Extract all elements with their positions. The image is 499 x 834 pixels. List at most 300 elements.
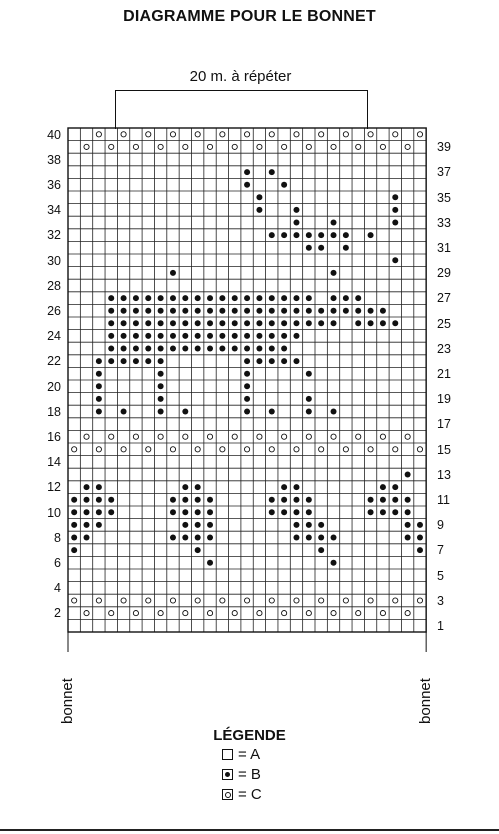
stitch-dot (380, 509, 386, 515)
stitch-dot (318, 232, 324, 238)
stitch-ring (294, 132, 299, 137)
stitch-dot (158, 320, 164, 326)
stitch-dot (121, 346, 127, 352)
row-number-left: 26 (47, 303, 61, 318)
stitch-dot (71, 509, 77, 515)
stitch-dot (84, 484, 90, 490)
stitch-ring (343, 598, 348, 603)
stitch-ring (380, 611, 385, 616)
stitch-dot (121, 358, 127, 364)
row-number-right: 3 (437, 593, 444, 608)
stitch-ring (393, 447, 398, 452)
stitch-dot (219, 308, 225, 314)
stitch-dot (219, 346, 225, 352)
stitch-dot (182, 295, 188, 301)
stitch-dot (293, 320, 299, 326)
stitch-dot (121, 409, 127, 415)
stitch-dot (108, 308, 114, 314)
stitch-dot (244, 383, 250, 389)
stitch-dot (269, 308, 275, 314)
stitch-dot (108, 320, 114, 326)
row-number-right: 37 (437, 165, 451, 180)
stitch-dot (195, 547, 201, 553)
stitch-dot (281, 232, 287, 238)
stitch-dot (293, 522, 299, 528)
stitch-dot (219, 320, 225, 326)
stitch-dot (269, 333, 275, 339)
row-number-right: 29 (437, 266, 451, 281)
stitch-dot (392, 484, 398, 490)
stitch-dot (269, 346, 275, 352)
row-number-left: 16 (47, 429, 61, 444)
stitch-dot (244, 320, 250, 326)
stitch-dot (368, 232, 374, 238)
stitch-dot (133, 358, 139, 364)
stitch-ring (121, 447, 126, 452)
stitch-dot (281, 295, 287, 301)
stitch-dot (269, 358, 275, 364)
page-bottom-rule (0, 829, 499, 831)
stitch-ring (417, 132, 422, 137)
stitch-dot (158, 308, 164, 314)
stitch-dot (331, 232, 337, 238)
stitch-dot (244, 308, 250, 314)
stitch-dot (293, 358, 299, 364)
stitch-dot (256, 358, 262, 364)
stitch-ring (257, 144, 262, 149)
stitch-dot (256, 194, 262, 200)
stitch-dot (145, 320, 151, 326)
stitch-ring (158, 434, 163, 439)
stitch-dot (182, 333, 188, 339)
stitch-dot (133, 333, 139, 339)
stitch-dot (207, 522, 213, 528)
stitch-ring (146, 447, 151, 452)
stitch-dot (306, 396, 312, 402)
stitch-dot (269, 232, 275, 238)
stitch-dot (405, 497, 411, 503)
legend-swatch-empty (222, 749, 233, 760)
stitch-ring (121, 598, 126, 603)
stitch-ring (146, 132, 151, 137)
stitch-ring (133, 434, 138, 439)
stitch-dot (96, 371, 102, 377)
stitch-dot (293, 232, 299, 238)
stitch-ring (72, 598, 77, 603)
stitch-dot (207, 535, 213, 541)
row-number-right: 7 (437, 543, 444, 558)
stitch-dot (281, 320, 287, 326)
stitch-dot (182, 497, 188, 503)
stitch-dot (417, 547, 423, 553)
stitch-dot (269, 497, 275, 503)
stitch-dot (96, 409, 102, 415)
stitch-dot (392, 194, 398, 200)
stitch-dot (96, 497, 102, 503)
row-number-right: 13 (437, 467, 451, 482)
stitch-dot (293, 509, 299, 515)
stitch-ring (368, 132, 373, 137)
stitch-dot (368, 509, 374, 515)
stitch-ring (319, 132, 324, 137)
stitch-ring (158, 144, 163, 149)
stitch-ring (146, 598, 151, 603)
stitch-ring (417, 598, 422, 603)
stitch-dot (195, 522, 201, 528)
stitch-dot (318, 547, 324, 553)
stitch-dot (306, 522, 312, 528)
stitch-ring (306, 144, 311, 149)
stitch-dot (108, 509, 114, 515)
stitch-dot (269, 320, 275, 326)
stitch-dot (84, 509, 90, 515)
stitch-dot (84, 535, 90, 541)
stitch-dot (219, 295, 225, 301)
row-number-left: 30 (47, 253, 61, 268)
stitch-dot (195, 320, 201, 326)
row-number-right: 23 (437, 341, 451, 356)
row-number-left: 36 (47, 177, 61, 192)
stitch-dot (182, 346, 188, 352)
stitch-ring (232, 434, 237, 439)
stitch-dot (158, 371, 164, 377)
stitch-ring (343, 447, 348, 452)
stitch-dot (256, 346, 262, 352)
stitch-dot (96, 509, 102, 515)
stitch-dot (195, 484, 201, 490)
stitch-dot (170, 320, 176, 326)
stitch-dot (244, 182, 250, 188)
stitch-dot (256, 333, 262, 339)
stitch-ring (133, 611, 138, 616)
stitch-dot (170, 295, 176, 301)
stitch-dot (392, 207, 398, 213)
stitch-dot (392, 320, 398, 326)
stitch-ring (232, 611, 237, 616)
row-number-right: 35 (437, 190, 451, 205)
stitch-dot (170, 497, 176, 503)
stitch-dot (392, 509, 398, 515)
stitch-ring (232, 144, 237, 149)
row-number-left: 40 (47, 127, 61, 142)
stitch-dot (207, 308, 213, 314)
stitch-dot (145, 295, 151, 301)
stitch-dot (207, 295, 213, 301)
stitch-ring (405, 434, 410, 439)
stitch-ring (257, 434, 262, 439)
stitch-dot (133, 308, 139, 314)
row-number-right: 5 (437, 568, 444, 583)
stitch-ring (195, 447, 200, 452)
stitch-dot (331, 560, 337, 566)
stitch-dot (244, 371, 250, 377)
stitch-dot (392, 220, 398, 226)
stitch-dot (306, 295, 312, 301)
legend-text: = B (238, 766, 261, 783)
stitch-dot (281, 182, 287, 188)
stitch-ring (257, 611, 262, 616)
stitch-dot (343, 232, 349, 238)
stitch-dot (158, 358, 164, 364)
stitch-dot (108, 358, 114, 364)
stitch-dot (343, 295, 349, 301)
stitch-dot (133, 320, 139, 326)
stitch-ring (331, 611, 336, 616)
stitch-dot (108, 333, 114, 339)
stitch-dot (170, 346, 176, 352)
stitch-ring (195, 598, 200, 603)
stitch-ring (405, 144, 410, 149)
stitch-dot (121, 333, 127, 339)
row-number-left: 28 (47, 278, 61, 293)
stitch-dot (281, 346, 287, 352)
stitch-dot (318, 245, 324, 251)
stitch-ring (368, 598, 373, 603)
stitch-dot (293, 308, 299, 314)
stitch-ring (133, 144, 138, 149)
stitch-dot (355, 295, 361, 301)
diagram-title: DIAGRAMME POUR LE BONNET (123, 8, 376, 25)
stitch-ring (319, 598, 324, 603)
stitch-ring (183, 611, 188, 616)
stitch-dot (195, 295, 201, 301)
stitch-dot (219, 333, 225, 339)
stitch-dot (158, 346, 164, 352)
stitch-ring (207, 434, 212, 439)
stitch-ring (220, 598, 225, 603)
stitch-dot (318, 308, 324, 314)
stitch-ring (282, 434, 287, 439)
row-number-right: 15 (437, 442, 451, 457)
stitch-dot (256, 295, 262, 301)
stitch-dot (158, 295, 164, 301)
stitch-dot (256, 320, 262, 326)
stitch-ring (84, 434, 89, 439)
stitch-ring (269, 598, 274, 603)
stitch-dot (232, 308, 238, 314)
side-label-right: bonnet (417, 678, 435, 724)
stitch-ring (356, 611, 361, 616)
stitch-dot (380, 308, 386, 314)
stitch-dot (145, 358, 151, 364)
stitch-dot (195, 333, 201, 339)
stitch-dot (331, 220, 337, 226)
stitch-dot (318, 522, 324, 528)
row-number-right: 17 (437, 417, 451, 432)
stitch-dot (182, 409, 188, 415)
stitch-dot (331, 535, 337, 541)
stitch-dot (96, 484, 102, 490)
stitch-ring (170, 447, 175, 452)
stitch-dot (145, 308, 151, 314)
legend-text: = C (238, 786, 262, 803)
stitch-ring (331, 434, 336, 439)
stitch-ring (195, 132, 200, 137)
stitch-dot (306, 320, 312, 326)
row-number-left: 34 (47, 203, 61, 218)
stitch-ring (109, 611, 114, 616)
stitch-ring (121, 132, 126, 137)
stitch-dot (331, 320, 337, 326)
stitch-dot (256, 308, 262, 314)
stitch-dot (121, 308, 127, 314)
stitch-dot (182, 522, 188, 528)
stitch-ring (405, 611, 410, 616)
stitch-dot (145, 333, 151, 339)
stitch-dot (380, 497, 386, 503)
stitch-dot (269, 409, 275, 415)
stitch-dot (207, 509, 213, 515)
stitch-dot (232, 320, 238, 326)
stitch-dot (84, 522, 90, 528)
stitch-ring (393, 132, 398, 137)
side-label-left: bonnet (59, 678, 76, 724)
stitch-dot (355, 308, 361, 314)
stitch-dot (281, 333, 287, 339)
stitch-dot (306, 409, 312, 415)
row-number-right: 25 (437, 316, 451, 331)
stitch-dot (207, 560, 213, 566)
stitch-dot (368, 320, 374, 326)
stitch-ring (244, 132, 249, 137)
stitch-dot (368, 497, 374, 503)
stitch-ring (109, 434, 114, 439)
stitch-dot (232, 333, 238, 339)
legend-text: = A (238, 746, 261, 763)
stitch-ring (84, 611, 89, 616)
stitch-dot (405, 472, 411, 478)
row-number-left: 14 (47, 455, 61, 470)
stitch-dot (195, 346, 201, 352)
row-number-left: 8 (54, 530, 61, 545)
stitch-dot (207, 346, 213, 352)
stitch-dot (195, 308, 201, 314)
stitch-dot (182, 535, 188, 541)
stitch-dot (281, 509, 287, 515)
legend-swatch-dot (222, 769, 233, 780)
stitch-ring (319, 447, 324, 452)
stitch-dot (84, 497, 90, 503)
stitch-dot (232, 295, 238, 301)
stitch-dot (256, 207, 262, 213)
stitch-ring (109, 144, 114, 149)
stitch-dot (170, 270, 176, 276)
stitch-ring (331, 144, 336, 149)
stitch-dot (405, 522, 411, 528)
stitch-ring (294, 447, 299, 452)
stitch-dot (182, 484, 188, 490)
stitch-dot (392, 497, 398, 503)
stitch-ring (96, 598, 101, 603)
stitch-dot (244, 346, 250, 352)
stitch-dot (133, 295, 139, 301)
stitch-ring (393, 598, 398, 603)
stitch-dot (417, 535, 423, 541)
stitch-dot (71, 547, 77, 553)
stitch-ring (170, 598, 175, 603)
stitch-ring (294, 598, 299, 603)
stitch-dot (96, 358, 102, 364)
stitch-dot (244, 333, 250, 339)
stitch-dot (331, 295, 337, 301)
stitch-dot (195, 497, 201, 503)
stitch-ring (269, 132, 274, 137)
stitch-dot (158, 333, 164, 339)
stitch-ring (220, 132, 225, 137)
stitch-dot (121, 295, 127, 301)
row-number-right: 1 (437, 618, 444, 633)
stitch-dot (207, 497, 213, 503)
stitch-dot (71, 535, 77, 541)
stitch-dot (182, 509, 188, 515)
stitch-ring (96, 447, 101, 452)
stitch-dot (293, 220, 299, 226)
stitch-dot (343, 245, 349, 251)
row-number-right: 21 (437, 366, 451, 381)
stitch-dot (306, 509, 312, 515)
stitch-dot (232, 346, 238, 352)
stitch-dot (195, 509, 201, 515)
stitch-ring (96, 132, 101, 137)
stitch-dot (293, 207, 299, 213)
stitch-dot (318, 535, 324, 541)
stitch-dot (158, 383, 164, 389)
stitch-dot (281, 484, 287, 490)
row-number-left: 38 (47, 152, 61, 167)
stitch-dot (306, 497, 312, 503)
row-number-left: 10 (47, 505, 61, 520)
stitch-dot (244, 295, 250, 301)
stitch-ring (356, 144, 361, 149)
stitch-dot (96, 522, 102, 528)
stitch-ring (380, 144, 385, 149)
stitch-dot (244, 396, 250, 402)
row-number-left: 6 (54, 555, 61, 570)
repeat-label: 20 m. à répéter (189, 68, 292, 85)
stitch-dot (244, 358, 250, 364)
stitch-dot (293, 333, 299, 339)
stitch-dot (170, 308, 176, 314)
stitch-dot (331, 409, 337, 415)
stitch-dot (293, 295, 299, 301)
stitch-dot (269, 295, 275, 301)
stitch-dot (96, 383, 102, 389)
legend-swatch-ring (222, 789, 233, 800)
stitch-dot (96, 396, 102, 402)
row-number-left: 20 (47, 379, 61, 394)
stitch-dot (108, 295, 114, 301)
stitch-dot (405, 535, 411, 541)
stitch-dot (195, 535, 201, 541)
stitch-dot (269, 509, 275, 515)
stitch-dot (293, 497, 299, 503)
stitch-ring (72, 447, 77, 452)
row-number-right: 19 (437, 392, 451, 407)
row-number-left: 2 (54, 606, 61, 621)
stitch-dot (158, 409, 164, 415)
stitch-ring (282, 144, 287, 149)
stitch-dot (293, 484, 299, 490)
stitch-dot (417, 522, 423, 528)
stitch-dot (108, 346, 114, 352)
stitch-dot (306, 371, 312, 377)
stitch-ring (207, 611, 212, 616)
stitch-dot (121, 320, 127, 326)
stitch-ring (269, 447, 274, 452)
stitch-dot (281, 497, 287, 503)
stitch-ring (183, 434, 188, 439)
stitch-dot (182, 308, 188, 314)
